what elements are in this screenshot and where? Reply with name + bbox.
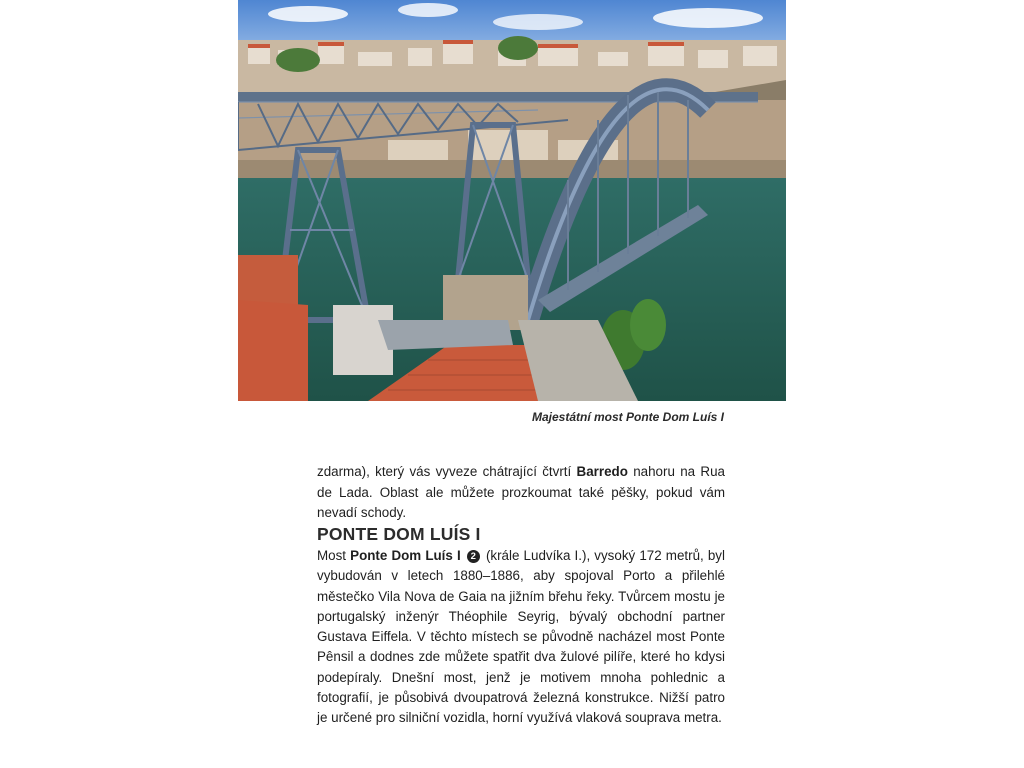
bridge-photo-illustration <box>238 0 786 401</box>
intro-text-post: nahoru na Rua de Lada. Oblast ale můžete prozkoumat také pěšky, pokud vám nevadí schody. <box>317 464 725 520</box>
bridge-text-post: (krále Ludvíka I.), vysoký 172 metrů, byl vybudován v letech 1880–1886, aby spojoval Porto a přilehlé městečko Vila Nova de Gaia na jižním břehu řeky. Tvůrcem mostu je portugalský inženýr Théophile Seyrig, bývalý obchodní partner Gustava Eiffela. V těchto místech se původně nacházel most Ponte Pênsil a dodnes zde můžete spatřit dva žulové pilíře, které ho kdysi podepíraly. Dnešní most, jenž je motivem mnoha pohlednic a fotografií, je působivá dvoupatrová železná konstrukce. Nižší patro je určené pro silniční vozidla, horní využívá vlaková souprava metra. <box>317 548 725 726</box>
intro-bold-place: Barredo <box>576 464 628 480</box>
intro-paragraph <box>317 462 725 523</box>
map-number-badge: 2 <box>467 550 480 563</box>
bridge-text-pre: Most <box>317 548 351 563</box>
photo-caption: Majestátní most Ponte Dom Luís I <box>531 410 724 424</box>
bridge-name-bold: Ponte Dom Luís I <box>350 548 461 563</box>
bridge-paragraph <box>317 546 725 729</box>
bridge-photo <box>238 0 786 401</box>
section-heading: PONTE DOM LUÍS I <box>317 524 481 544</box>
intro-text-pre: zdarma), který vás vyveze chátrající čtvrtí <box>317 464 577 480</box>
